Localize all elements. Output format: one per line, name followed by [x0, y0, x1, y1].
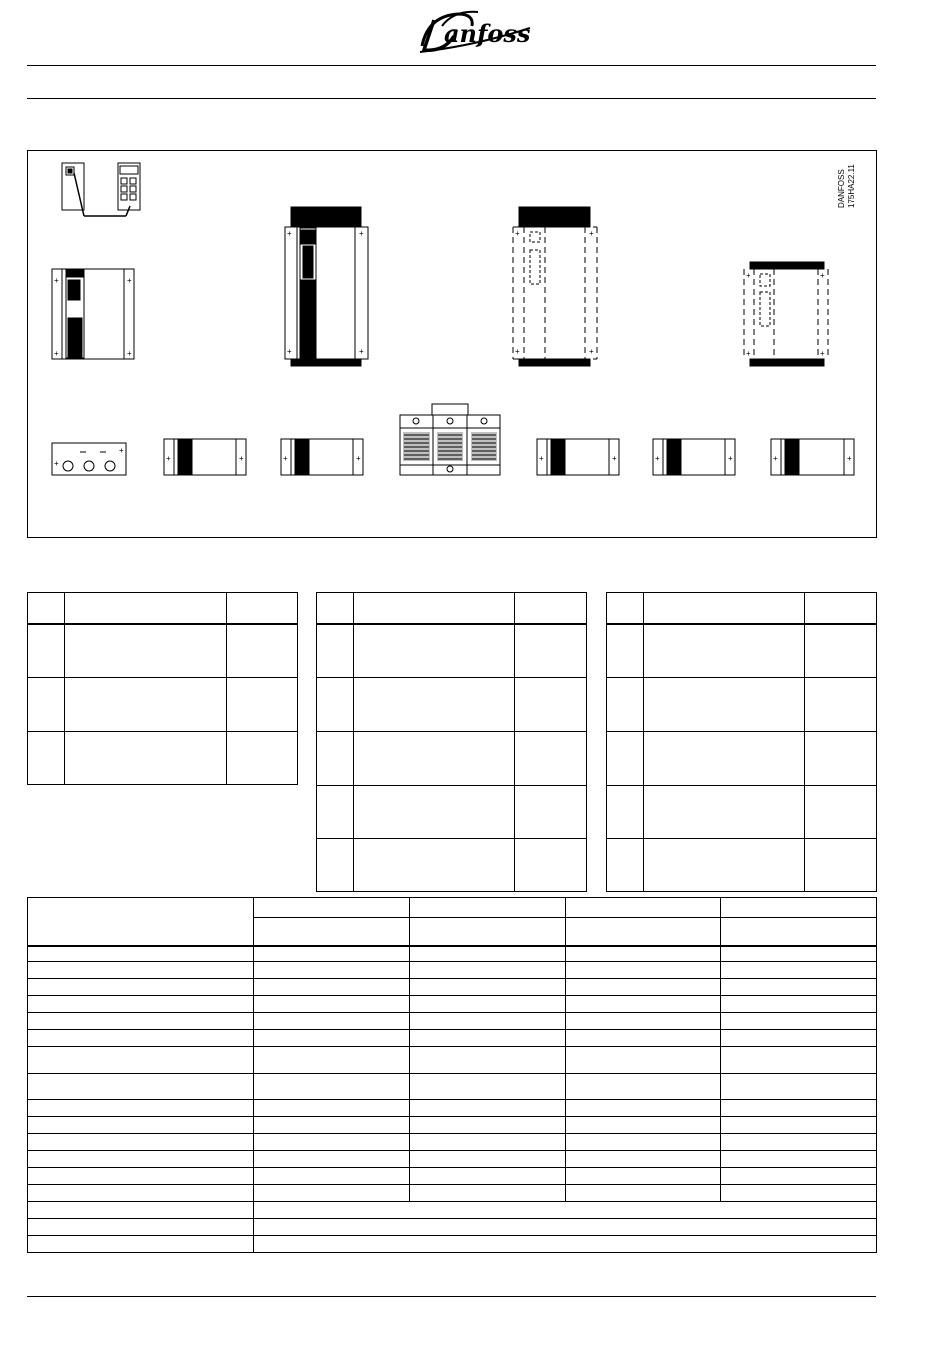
table-row [28, 678, 298, 732]
table-cell [227, 593, 298, 624]
three-phase-coil-icon [400, 404, 500, 475]
svg-text:+: + [287, 347, 292, 356]
short-dashed-drive-unit-icon [744, 262, 828, 366]
table-row [28, 996, 877, 1013]
table-row [28, 1185, 877, 1202]
svg-text:+: + [283, 454, 288, 463]
table-row [317, 624, 587, 678]
order-table-left [27, 592, 298, 785]
table-row [317, 732, 587, 786]
small-drive-unit-icon [52, 269, 134, 359]
svg-text:+: + [539, 454, 544, 463]
drawing-code-line1: DANFOSS [837, 169, 846, 208]
table-cell [65, 593, 227, 624]
table-row [28, 1134, 877, 1151]
svg-text:+: + [239, 454, 244, 463]
table-row [607, 678, 877, 732]
svg-text:+: + [287, 229, 292, 238]
table-cell [354, 593, 515, 624]
table-row [317, 678, 587, 732]
svg-text:+: + [54, 349, 59, 358]
svg-text:+: + [515, 347, 520, 356]
svg-text:+: + [127, 349, 132, 358]
table-row [28, 624, 298, 678]
table-row [28, 962, 877, 979]
table-cell [607, 593, 644, 624]
table-cell [805, 593, 877, 624]
footer-rule [27, 1296, 876, 1297]
table-row [28, 1030, 877, 1047]
terminal-box-icon [52, 443, 126, 475]
svg-text:+: + [655, 454, 660, 463]
table-row [28, 1168, 877, 1185]
specification-table [27, 897, 877, 1253]
table-row [28, 1047, 877, 1074]
table-cell [317, 593, 354, 624]
svg-text:+: + [746, 349, 751, 358]
svg-text:+: + [820, 349, 825, 358]
table-row [28, 1013, 877, 1030]
control-panel-icon [62, 163, 140, 216]
table-row [28, 1074, 877, 1100]
rfi-filter-icon [164, 439, 854, 475]
table-cell [644, 593, 805, 624]
svg-text:+: + [127, 276, 132, 285]
svg-text:+: + [356, 454, 361, 463]
table-row [317, 786, 587, 839]
table-cell [28, 593, 65, 624]
svg-text:+: + [589, 347, 594, 356]
order-table-right [606, 592, 877, 892]
table-row [607, 839, 877, 892]
svg-text:+: + [847, 454, 852, 463]
table-row [28, 1117, 877, 1134]
dashed-drive-unit-icon [513, 207, 597, 366]
svg-text:+: + [589, 229, 594, 238]
svg-text:+: + [612, 454, 617, 463]
table-row [28, 1219, 877, 1236]
table-row [607, 624, 877, 678]
svg-text:+: + [119, 446, 124, 455]
tall-drive-unit-icon [285, 207, 368, 366]
table-header-row [28, 898, 877, 918]
order-table-middle [316, 592, 587, 892]
svg-text:anfoss: anfoss [444, 19, 531, 48]
table-row [28, 979, 877, 996]
table-row [28, 1100, 877, 1117]
svg-text:+: + [359, 229, 364, 238]
table-row [28, 1151, 877, 1168]
svg-text:+: + [54, 459, 59, 468]
svg-text:+: + [728, 454, 733, 463]
table-row [28, 1236, 877, 1253]
table-row [317, 839, 587, 892]
table-row [607, 732, 877, 786]
table-row [28, 732, 298, 785]
svg-text:+: + [54, 276, 59, 285]
svg-text:+: + [746, 271, 751, 280]
drawing-code-line2: 175HA22.11 [847, 164, 856, 208]
product-illustrations [0, 0, 950, 560]
svg-text:+: + [820, 271, 825, 280]
table-row [607, 786, 877, 839]
table-row [28, 946, 877, 962]
table-cell [515, 593, 587, 624]
svg-text:+: + [166, 454, 171, 463]
table-row [28, 1202, 877, 1219]
svg-text:+: + [773, 454, 778, 463]
svg-text:+: + [359, 347, 364, 356]
svg-text:+: + [515, 229, 520, 238]
